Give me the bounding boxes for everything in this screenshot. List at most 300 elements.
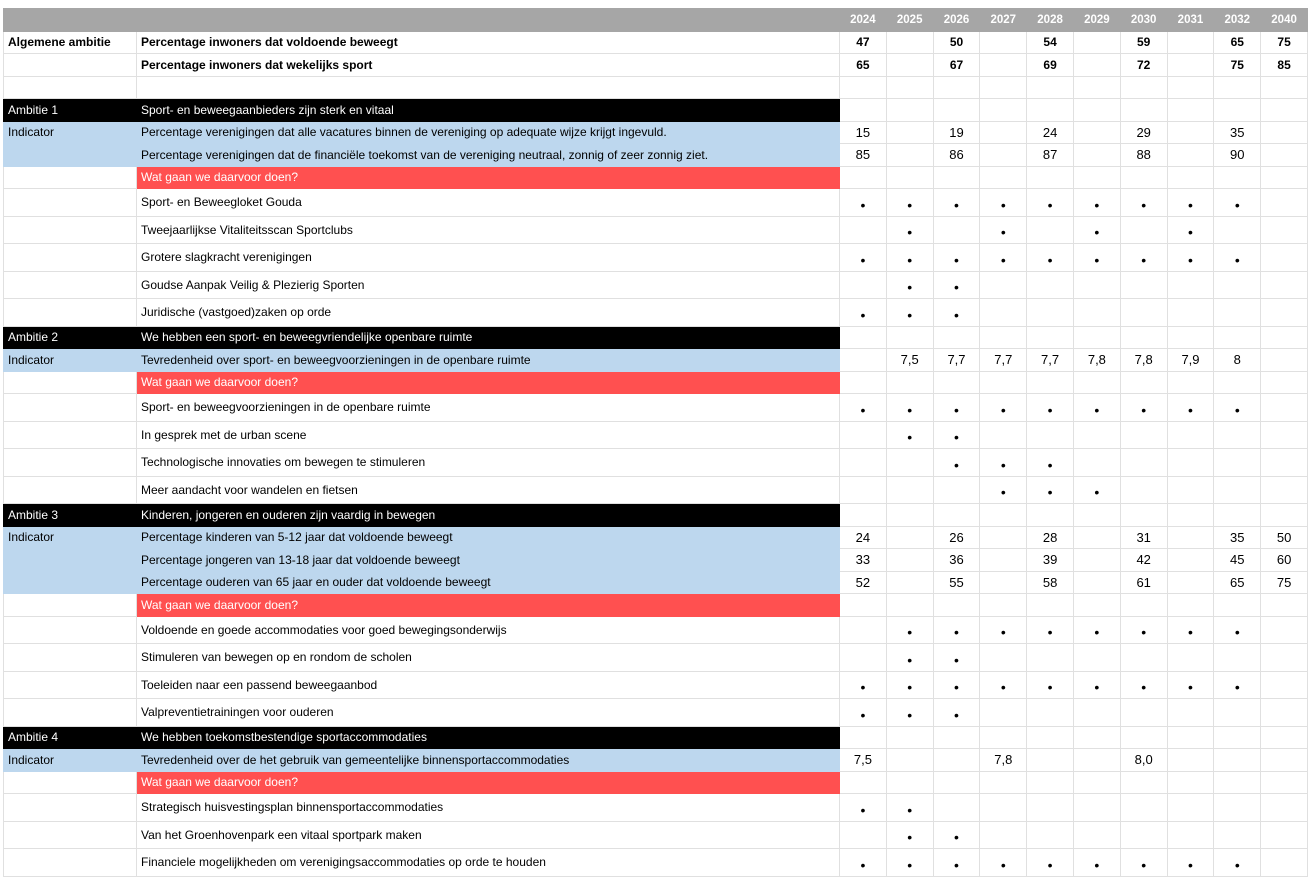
year-value-cell[interactable] bbox=[840, 371, 887, 394]
year-value-cell[interactable] bbox=[886, 526, 933, 549]
year-value-cell[interactable] bbox=[1167, 299, 1214, 327]
year-value-cell[interactable]: 8 bbox=[1214, 349, 1261, 372]
year-value-cell[interactable] bbox=[1261, 394, 1308, 422]
year-value-cell[interactable] bbox=[980, 271, 1027, 299]
year-value-cell[interactable]: • bbox=[980, 394, 1027, 422]
row-description-cell[interactable]: Percentage ouderen van 65 jaar en ouder dat voldoende beweegt bbox=[137, 571, 840, 594]
year-value-cell[interactable] bbox=[1214, 726, 1261, 749]
row-category-cell[interactable]: Indicator bbox=[4, 121, 137, 144]
row-description-cell[interactable]: Sport- en beweegaanbieders zijn sterk en vitaal bbox=[137, 99, 840, 122]
year-value-cell[interactable]: 69 bbox=[1027, 54, 1074, 77]
row-description-cell[interactable]: Tweejaarlijkse Vitaliteitsscan Sportclubs bbox=[137, 216, 840, 244]
year-value-cell[interactable]: • bbox=[886, 421, 933, 449]
year-value-cell[interactable] bbox=[1073, 449, 1120, 477]
year-value-cell[interactable] bbox=[1261, 449, 1308, 477]
year-value-cell[interactable] bbox=[1214, 699, 1261, 727]
year-value-cell[interactable] bbox=[1261, 371, 1308, 394]
year-value-cell[interactable]: 19 bbox=[933, 121, 980, 144]
year-value-cell[interactable] bbox=[1167, 749, 1214, 772]
row-category-cell[interactable] bbox=[4, 616, 137, 644]
year-value-cell[interactable]: • bbox=[886, 849, 933, 877]
year-value-cell[interactable] bbox=[1120, 449, 1167, 477]
year-value-cell[interactable] bbox=[886, 504, 933, 527]
year-value-cell[interactable] bbox=[1027, 726, 1074, 749]
year-header[interactable]: 2029 bbox=[1073, 9, 1120, 32]
year-value-cell[interactable] bbox=[980, 526, 1027, 549]
year-value-cell[interactable] bbox=[1120, 794, 1167, 822]
year-value-cell[interactable] bbox=[933, 726, 980, 749]
year-value-cell[interactable] bbox=[1120, 271, 1167, 299]
year-value-cell[interactable]: • bbox=[933, 189, 980, 217]
year-value-cell[interactable]: 86 bbox=[933, 144, 980, 167]
year-value-cell[interactable] bbox=[1261, 76, 1308, 99]
year-value-cell[interactable]: • bbox=[1167, 189, 1214, 217]
year-value-cell[interactable]: 50 bbox=[933, 31, 980, 54]
year-value-cell[interactable] bbox=[1261, 794, 1308, 822]
year-value-cell[interactable]: • bbox=[1120, 394, 1167, 422]
year-value-cell[interactable]: • bbox=[1214, 189, 1261, 217]
year-value-cell[interactable] bbox=[886, 166, 933, 189]
year-value-cell[interactable] bbox=[1214, 76, 1261, 99]
year-value-cell[interactable] bbox=[1167, 504, 1214, 527]
row-description-cell[interactable]: Stimuleren van bewegen op en rondom de scholen bbox=[137, 644, 840, 672]
year-value-cell[interactable] bbox=[1120, 644, 1167, 672]
year-value-cell[interactable] bbox=[1261, 726, 1308, 749]
year-value-cell[interactable] bbox=[840, 166, 887, 189]
year-value-cell[interactable]: • bbox=[1167, 849, 1214, 877]
row-category-cell[interactable] bbox=[4, 189, 137, 217]
year-value-cell[interactable]: • bbox=[886, 671, 933, 699]
year-value-cell[interactable] bbox=[1214, 166, 1261, 189]
year-value-cell[interactable]: 7,5 bbox=[840, 749, 887, 772]
year-value-cell[interactable] bbox=[933, 504, 980, 527]
year-value-cell[interactable] bbox=[1261, 99, 1308, 122]
row-description-cell[interactable]: Strategisch huisvestingsplan binnensportaccommodaties bbox=[137, 794, 840, 822]
row-description-cell[interactable]: Grotere slagkracht verenigingen bbox=[137, 244, 840, 272]
year-value-cell[interactable] bbox=[1120, 99, 1167, 122]
year-value-cell[interactable] bbox=[1027, 821, 1074, 849]
year-value-cell[interactable]: • bbox=[980, 216, 1027, 244]
row-category-cell[interactable]: Ambitie 3 bbox=[4, 504, 137, 527]
year-value-cell[interactable]: • bbox=[933, 244, 980, 272]
year-value-cell[interactable] bbox=[1120, 699, 1167, 727]
year-value-cell[interactable] bbox=[1027, 749, 1074, 772]
year-value-cell[interactable]: • bbox=[933, 299, 980, 327]
year-value-cell[interactable]: 75 bbox=[1261, 571, 1308, 594]
year-header[interactable]: 2030 bbox=[1120, 9, 1167, 32]
year-value-cell[interactable] bbox=[1261, 189, 1308, 217]
year-value-cell[interactable]: • bbox=[1167, 244, 1214, 272]
year-value-cell[interactable] bbox=[1027, 699, 1074, 727]
year-value-cell[interactable]: 65 bbox=[840, 54, 887, 77]
year-value-cell[interactable] bbox=[1167, 794, 1214, 822]
year-value-cell[interactable] bbox=[1214, 794, 1261, 822]
year-value-cell[interactable]: • bbox=[1214, 394, 1261, 422]
row-description-cell[interactable]: Goudse Aanpak Veilig & Plezierig Sporten bbox=[137, 271, 840, 299]
year-value-cell[interactable] bbox=[1214, 504, 1261, 527]
row-category-cell[interactable] bbox=[4, 371, 137, 394]
row-category-cell[interactable] bbox=[4, 394, 137, 422]
year-value-cell[interactable] bbox=[1214, 644, 1261, 672]
year-value-cell[interactable]: 7,5 bbox=[886, 349, 933, 372]
year-value-cell[interactable] bbox=[1027, 421, 1074, 449]
year-value-cell[interactable] bbox=[1167, 166, 1214, 189]
year-value-cell[interactable] bbox=[840, 821, 887, 849]
year-value-cell[interactable]: 88 bbox=[1120, 144, 1167, 167]
year-value-cell[interactable] bbox=[1027, 76, 1074, 99]
year-value-cell[interactable]: 72 bbox=[1120, 54, 1167, 77]
year-value-cell[interactable]: 7,7 bbox=[933, 349, 980, 372]
row-category-cell[interactable]: Indicator bbox=[4, 349, 137, 372]
row-description-cell[interactable]: Financiele mogelijkheden om verenigingsaccommodaties op orde te houden bbox=[137, 849, 840, 877]
year-value-cell[interactable]: • bbox=[1027, 244, 1074, 272]
year-value-cell[interactable]: 85 bbox=[1261, 54, 1308, 77]
year-value-cell[interactable] bbox=[1167, 99, 1214, 122]
year-value-cell[interactable]: 35 bbox=[1214, 121, 1261, 144]
year-value-cell[interactable] bbox=[1120, 326, 1167, 349]
year-value-cell[interactable] bbox=[840, 726, 887, 749]
row-category-cell[interactable] bbox=[4, 144, 137, 167]
year-value-cell[interactable]: • bbox=[1214, 244, 1261, 272]
row-description-cell[interactable]: Technologische innovaties om bewegen te stimuleren bbox=[137, 449, 840, 477]
year-value-cell[interactable] bbox=[886, 749, 933, 772]
year-value-cell[interactable]: 8,0 bbox=[1120, 749, 1167, 772]
year-value-cell[interactable]: • bbox=[840, 394, 887, 422]
year-value-cell[interactable] bbox=[933, 749, 980, 772]
year-value-cell[interactable]: • bbox=[1167, 216, 1214, 244]
year-value-cell[interactable] bbox=[933, 326, 980, 349]
year-value-cell[interactable]: 61 bbox=[1120, 571, 1167, 594]
year-value-cell[interactable] bbox=[886, 54, 933, 77]
year-value-cell[interactable]: 7,8 bbox=[980, 749, 1027, 772]
row-category-cell[interactable] bbox=[4, 594, 137, 617]
header-blank-2[interactable] bbox=[137, 9, 840, 32]
row-category-cell[interactable]: Algemene ambitie bbox=[4, 31, 137, 54]
row-description-cell[interactable]: We hebben toekomstbestendige sportaccommodaties bbox=[137, 726, 840, 749]
year-value-cell[interactable] bbox=[1073, 271, 1120, 299]
year-value-cell[interactable] bbox=[1073, 144, 1120, 167]
year-value-cell[interactable] bbox=[1027, 594, 1074, 617]
row-category-cell[interactable] bbox=[4, 216, 137, 244]
year-value-cell[interactable]: 7,8 bbox=[1073, 349, 1120, 372]
year-value-cell[interactable] bbox=[1073, 794, 1120, 822]
year-value-cell[interactable]: 45 bbox=[1214, 549, 1261, 572]
row-description-cell[interactable]: Kinderen, jongeren en ouderen zijn vaardig in bewegen bbox=[137, 504, 840, 527]
year-value-cell[interactable] bbox=[980, 504, 1027, 527]
year-value-cell[interactable] bbox=[980, 121, 1027, 144]
year-value-cell[interactable] bbox=[840, 76, 887, 99]
year-value-cell[interactable] bbox=[1261, 849, 1308, 877]
year-value-cell[interactable] bbox=[1167, 144, 1214, 167]
row-category-cell[interactable] bbox=[4, 794, 137, 822]
year-value-cell[interactable] bbox=[1027, 326, 1074, 349]
year-value-cell[interactable]: • bbox=[840, 849, 887, 877]
year-value-cell[interactable] bbox=[840, 616, 887, 644]
row-category-cell[interactable]: Indicator bbox=[4, 749, 137, 772]
year-value-cell[interactable]: • bbox=[840, 671, 887, 699]
year-value-cell[interactable]: • bbox=[886, 299, 933, 327]
year-value-cell[interactable] bbox=[1261, 594, 1308, 617]
year-value-cell[interactable] bbox=[1167, 821, 1214, 849]
year-value-cell[interactable] bbox=[1120, 594, 1167, 617]
year-value-cell[interactable]: • bbox=[1027, 476, 1074, 504]
year-value-cell[interactable] bbox=[1261, 299, 1308, 327]
year-value-cell[interactable] bbox=[980, 571, 1027, 594]
year-value-cell[interactable] bbox=[1167, 31, 1214, 54]
year-value-cell[interactable]: • bbox=[1120, 671, 1167, 699]
year-value-cell[interactable] bbox=[886, 31, 933, 54]
year-value-cell[interactable]: • bbox=[1073, 244, 1120, 272]
year-value-cell[interactable]: • bbox=[1167, 394, 1214, 422]
year-header[interactable]: 2027 bbox=[980, 9, 1027, 32]
year-value-cell[interactable] bbox=[1214, 216, 1261, 244]
row-description-cell[interactable]: Juridische (vastgoed)zaken op orde bbox=[137, 299, 840, 327]
year-value-cell[interactable] bbox=[1027, 99, 1074, 122]
year-value-cell[interactable] bbox=[886, 549, 933, 572]
row-category-cell[interactable] bbox=[4, 549, 137, 572]
year-header[interactable]: 2024 bbox=[840, 9, 887, 32]
year-value-cell[interactable] bbox=[1027, 504, 1074, 527]
year-value-cell[interactable] bbox=[1167, 326, 1214, 349]
year-value-cell[interactable]: • bbox=[886, 189, 933, 217]
year-value-cell[interactable] bbox=[1073, 421, 1120, 449]
year-value-cell[interactable] bbox=[980, 166, 1027, 189]
year-value-cell[interactable] bbox=[980, 144, 1027, 167]
year-value-cell[interactable] bbox=[1261, 476, 1308, 504]
year-value-cell[interactable] bbox=[1261, 671, 1308, 699]
year-value-cell[interactable]: • bbox=[1027, 671, 1074, 699]
year-value-cell[interactable] bbox=[840, 216, 887, 244]
year-value-cell[interactable] bbox=[1073, 121, 1120, 144]
year-header[interactable]: 2025 bbox=[886, 9, 933, 32]
year-value-cell[interactable] bbox=[1120, 771, 1167, 794]
row-description-cell[interactable]: We hebben een sport- en beweegvriendelijke openbare ruimte bbox=[137, 326, 840, 349]
year-value-cell[interactable]: • bbox=[1027, 616, 1074, 644]
year-value-cell[interactable]: • bbox=[1073, 616, 1120, 644]
year-value-cell[interactable] bbox=[1167, 699, 1214, 727]
row-category-cell[interactable] bbox=[4, 644, 137, 672]
row-description-cell[interactable]: Wat gaan we daarvoor doen? bbox=[137, 371, 840, 394]
year-value-cell[interactable] bbox=[840, 504, 887, 527]
row-category-cell[interactable]: Ambitie 2 bbox=[4, 326, 137, 349]
year-value-cell[interactable] bbox=[1073, 299, 1120, 327]
year-value-cell[interactable] bbox=[980, 771, 1027, 794]
year-header[interactable]: 2026 bbox=[933, 9, 980, 32]
year-value-cell[interactable]: 60 bbox=[1261, 549, 1308, 572]
year-value-cell[interactable] bbox=[1167, 571, 1214, 594]
year-value-cell[interactable]: • bbox=[933, 394, 980, 422]
year-value-cell[interactable]: 7,8 bbox=[1120, 349, 1167, 372]
year-value-cell[interactable] bbox=[1073, 821, 1120, 849]
year-value-cell[interactable] bbox=[980, 794, 1027, 822]
year-value-cell[interactable] bbox=[1073, 549, 1120, 572]
year-value-cell[interactable] bbox=[980, 726, 1027, 749]
year-value-cell[interactable]: • bbox=[1027, 189, 1074, 217]
year-value-cell[interactable]: • bbox=[886, 821, 933, 849]
year-value-cell[interactable] bbox=[1073, 76, 1120, 99]
year-value-cell[interactable] bbox=[1167, 54, 1214, 77]
year-value-cell[interactable]: 24 bbox=[1027, 121, 1074, 144]
year-value-cell[interactable] bbox=[1261, 699, 1308, 727]
year-value-cell[interactable]: • bbox=[1073, 476, 1120, 504]
year-value-cell[interactable] bbox=[1214, 421, 1261, 449]
row-description-cell[interactable]: Van het Groenhovenpark een vitaal sportpark maken bbox=[137, 821, 840, 849]
row-description-cell[interactable] bbox=[137, 76, 840, 99]
row-category-cell[interactable] bbox=[4, 571, 137, 594]
year-value-cell[interactable] bbox=[1167, 526, 1214, 549]
year-value-cell[interactable] bbox=[1261, 771, 1308, 794]
row-category-cell[interactable] bbox=[4, 476, 137, 504]
year-value-cell[interactable]: 65 bbox=[1214, 31, 1261, 54]
year-value-cell[interactable] bbox=[933, 476, 980, 504]
row-category-cell[interactable] bbox=[4, 421, 137, 449]
year-value-cell[interactable] bbox=[1261, 616, 1308, 644]
year-value-cell[interactable] bbox=[1261, 749, 1308, 772]
year-value-cell[interactable]: • bbox=[886, 616, 933, 644]
year-value-cell[interactable] bbox=[1073, 526, 1120, 549]
year-value-cell[interactable] bbox=[840, 771, 887, 794]
year-value-cell[interactable] bbox=[980, 299, 1027, 327]
year-value-cell[interactable] bbox=[1120, 476, 1167, 504]
year-value-cell[interactable]: • bbox=[1214, 616, 1261, 644]
year-value-cell[interactable]: • bbox=[1073, 671, 1120, 699]
year-value-cell[interactable] bbox=[840, 99, 887, 122]
year-value-cell[interactable] bbox=[1073, 749, 1120, 772]
year-value-cell[interactable] bbox=[1073, 771, 1120, 794]
year-value-cell[interactable] bbox=[980, 31, 1027, 54]
row-category-cell[interactable] bbox=[4, 821, 137, 849]
row-category-cell[interactable] bbox=[4, 54, 137, 77]
year-value-cell[interactable]: 75 bbox=[1214, 54, 1261, 77]
year-value-cell[interactable] bbox=[1167, 726, 1214, 749]
row-category-cell[interactable] bbox=[4, 244, 137, 272]
year-value-cell[interactable]: • bbox=[980, 616, 1027, 644]
year-value-cell[interactable] bbox=[1214, 771, 1261, 794]
year-value-cell[interactable]: • bbox=[840, 244, 887, 272]
year-value-cell[interactable] bbox=[933, 371, 980, 394]
year-value-cell[interactable] bbox=[886, 76, 933, 99]
year-value-cell[interactable]: • bbox=[1214, 849, 1261, 877]
year-value-cell[interactable] bbox=[1073, 726, 1120, 749]
year-value-cell[interactable] bbox=[1027, 794, 1074, 822]
row-description-cell[interactable]: Percentage inwoners dat voldoende beweegt bbox=[137, 31, 840, 54]
year-value-cell[interactable] bbox=[1120, 166, 1167, 189]
year-value-cell[interactable]: • bbox=[886, 244, 933, 272]
year-value-cell[interactable]: • bbox=[1120, 616, 1167, 644]
row-description-cell[interactable]: Wat gaan we daarvoor doen? bbox=[137, 771, 840, 794]
row-category-cell[interactable] bbox=[4, 771, 137, 794]
year-value-cell[interactable]: • bbox=[933, 449, 980, 477]
year-value-cell[interactable]: 7,7 bbox=[1027, 349, 1074, 372]
year-value-cell[interactable]: • bbox=[1120, 244, 1167, 272]
year-value-cell[interactable]: • bbox=[933, 671, 980, 699]
year-value-cell[interactable]: • bbox=[1027, 449, 1074, 477]
year-value-cell[interactable] bbox=[980, 76, 1027, 99]
year-value-cell[interactable] bbox=[1261, 121, 1308, 144]
year-value-cell[interactable]: 39 bbox=[1027, 549, 1074, 572]
year-value-cell[interactable] bbox=[1167, 771, 1214, 794]
year-value-cell[interactable] bbox=[980, 644, 1027, 672]
row-description-cell[interactable]: Tevredenheid over de het gebruik van gemeentelijke binnensportaccommodaties bbox=[137, 749, 840, 772]
year-value-cell[interactable]: • bbox=[980, 449, 1027, 477]
year-value-cell[interactable]: • bbox=[1120, 849, 1167, 877]
year-value-cell[interactable] bbox=[1027, 271, 1074, 299]
year-value-cell[interactable]: • bbox=[1027, 849, 1074, 877]
header-blank-1[interactable] bbox=[4, 9, 137, 32]
year-value-cell[interactable] bbox=[1214, 476, 1261, 504]
row-category-cell[interactable] bbox=[4, 299, 137, 327]
row-description-cell[interactable]: Valpreventietrainingen voor ouderen bbox=[137, 699, 840, 727]
year-value-cell[interactable] bbox=[840, 271, 887, 299]
year-value-cell[interactable] bbox=[980, 99, 1027, 122]
row-category-cell[interactable]: Ambitie 1 bbox=[4, 99, 137, 122]
year-value-cell[interactable] bbox=[933, 594, 980, 617]
year-value-cell[interactable] bbox=[1214, 271, 1261, 299]
year-value-cell[interactable] bbox=[840, 644, 887, 672]
year-value-cell[interactable]: • bbox=[886, 794, 933, 822]
row-category-cell[interactable]: Ambitie 4 bbox=[4, 726, 137, 749]
year-value-cell[interactable]: 87 bbox=[1027, 144, 1074, 167]
year-value-cell[interactable]: • bbox=[980, 849, 1027, 877]
year-value-cell[interactable]: • bbox=[1214, 671, 1261, 699]
year-value-cell[interactable]: 47 bbox=[840, 31, 887, 54]
year-value-cell[interactable] bbox=[1120, 299, 1167, 327]
year-value-cell[interactable]: • bbox=[886, 271, 933, 299]
row-category-cell[interactable] bbox=[4, 271, 137, 299]
year-value-cell[interactable] bbox=[933, 216, 980, 244]
row-category-cell[interactable] bbox=[4, 449, 137, 477]
year-value-cell[interactable] bbox=[1120, 76, 1167, 99]
year-value-cell[interactable] bbox=[1027, 216, 1074, 244]
year-value-cell[interactable] bbox=[840, 449, 887, 477]
row-description-cell[interactable]: Percentage kinderen van 5-12 jaar dat voldoende beweegt bbox=[137, 526, 840, 549]
year-value-cell[interactable]: • bbox=[886, 699, 933, 727]
year-value-cell[interactable]: • bbox=[980, 476, 1027, 504]
year-value-cell[interactable] bbox=[886, 476, 933, 504]
year-value-cell[interactable] bbox=[980, 549, 1027, 572]
year-value-cell[interactable]: 36 bbox=[933, 549, 980, 572]
year-value-cell[interactable] bbox=[1027, 299, 1074, 327]
year-value-cell[interactable]: • bbox=[980, 189, 1027, 217]
year-value-cell[interactable] bbox=[1120, 504, 1167, 527]
year-value-cell[interactable] bbox=[886, 594, 933, 617]
year-header[interactable]: 2031 bbox=[1167, 9, 1214, 32]
year-value-cell[interactable] bbox=[1073, 594, 1120, 617]
year-value-cell[interactable]: • bbox=[933, 616, 980, 644]
row-description-cell[interactable]: Toeleiden naar een passend beweegaanbod bbox=[137, 671, 840, 699]
year-value-cell[interactable] bbox=[1027, 644, 1074, 672]
year-value-cell[interactable] bbox=[1073, 326, 1120, 349]
year-value-cell[interactable] bbox=[886, 144, 933, 167]
row-description-cell[interactable]: Voldoende en goede accommodaties voor goed bewegingsonderwijs bbox=[137, 616, 840, 644]
year-value-cell[interactable]: 58 bbox=[1027, 571, 1074, 594]
row-description-cell[interactable]: Wat gaan we daarvoor doen? bbox=[137, 594, 840, 617]
year-value-cell[interactable]: • bbox=[933, 271, 980, 299]
year-value-cell[interactable] bbox=[1073, 31, 1120, 54]
year-value-cell[interactable] bbox=[1261, 216, 1308, 244]
year-value-cell[interactable] bbox=[1120, 821, 1167, 849]
year-value-cell[interactable] bbox=[1073, 644, 1120, 672]
year-value-cell[interactable] bbox=[1214, 749, 1261, 772]
year-value-cell[interactable]: • bbox=[1120, 189, 1167, 217]
year-value-cell[interactable]: 15 bbox=[840, 121, 887, 144]
row-category-cell[interactable]: Indicator bbox=[4, 526, 137, 549]
year-value-cell[interactable] bbox=[980, 594, 1027, 617]
year-value-cell[interactable] bbox=[1261, 144, 1308, 167]
year-value-cell[interactable] bbox=[933, 99, 980, 122]
year-value-cell[interactable]: • bbox=[840, 189, 887, 217]
year-value-cell[interactable] bbox=[1167, 449, 1214, 477]
